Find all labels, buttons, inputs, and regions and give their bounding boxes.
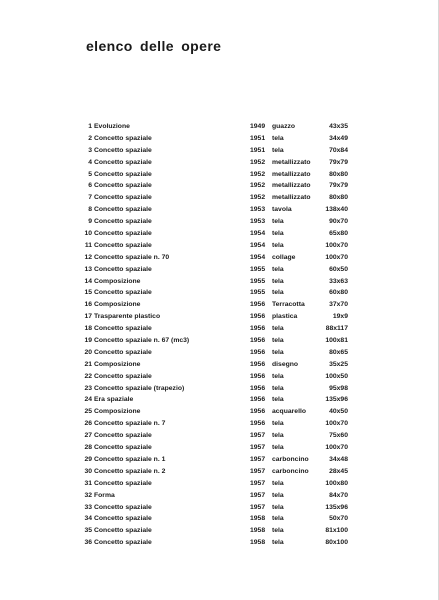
work-medium: Terracotta	[272, 301, 305, 309]
work-medium: acquarello	[272, 408, 306, 416]
work-medium: tela	[272, 265, 284, 273]
work-year: 1951	[250, 134, 266, 142]
work-title: Composizione	[94, 301, 141, 309]
list-item	[0, 240, 439, 252]
work-year: 1953	[250, 218, 266, 226]
work-medium: guazzo	[272, 123, 296, 130]
work-number: 26	[84, 420, 92, 428]
work-medium: tela	[272, 503, 284, 511]
work-medium: tela	[272, 372, 284, 380]
work-title: Forma	[94, 491, 115, 499]
work-medium: metallizzato	[272, 194, 311, 202]
work-number: 3	[88, 146, 92, 154]
work-title: Concetto spaziale	[94, 527, 152, 535]
list-item	[0, 442, 439, 454]
work-dimensions: 95x98	[329, 384, 348, 392]
list-item	[0, 121, 439, 133]
work-medium: tela	[272, 384, 284, 392]
work-year: 1956	[250, 337, 266, 345]
list-item	[0, 513, 439, 525]
list-item	[0, 525, 439, 537]
work-title: Concetto spaziale n. 7	[94, 420, 166, 428]
work-number: 36	[84, 539, 92, 547]
list-item	[0, 287, 439, 299]
work-dimensions: 19x9	[332, 313, 348, 321]
work-year: 1952	[250, 194, 266, 202]
work-dimensions: 70x84	[329, 146, 348, 154]
work-title: Concetto spaziale	[94, 158, 152, 166]
work-year: 1955	[250, 289, 266, 297]
work-dimensions: 100x70	[325, 444, 348, 452]
work-number: 35	[84, 527, 92, 535]
work-number: 14	[84, 277, 92, 285]
work-number: 11	[84, 241, 92, 249]
work-year: 1957	[250, 432, 266, 440]
work-title: Concetto spaziale	[94, 289, 152, 297]
list-item	[0, 133, 439, 145]
work-dimensions: 81x100	[325, 527, 348, 535]
list-item	[0, 169, 439, 181]
work-year: 1956	[250, 348, 266, 356]
work-medium: collage	[272, 253, 296, 261]
work-title: Concetto spaziale	[94, 479, 152, 487]
work-title: Concetto spaziale	[94, 170, 152, 178]
work-year: 1958	[250, 539, 266, 547]
work-year: 1957	[250, 444, 266, 452]
work-number: 4	[88, 158, 92, 166]
list-item	[0, 157, 439, 169]
work-number: 7	[88, 194, 92, 202]
list-item	[0, 335, 439, 347]
work-year: 1957	[250, 503, 266, 511]
work-title: Concetto spaziale	[94, 134, 152, 142]
work-medium: metallizzato	[272, 170, 311, 178]
work-dimensions: 80x100	[325, 539, 348, 547]
work-dimensions: 40x50	[329, 408, 348, 416]
work-title: Concetto spaziale	[94, 230, 152, 238]
list-item	[0, 299, 439, 311]
work-number: 15	[84, 289, 92, 297]
work-medium: tela	[272, 337, 284, 345]
work-dimensions: 75x60	[329, 432, 348, 440]
list-item	[0, 371, 439, 383]
work-title: Concetto spaziale n. 70	[94, 253, 170, 261]
work-number: 22	[84, 372, 92, 380]
list-item	[0, 454, 439, 466]
work-number: 21	[84, 360, 92, 368]
work-year: 1956	[250, 325, 266, 333]
list-item	[0, 192, 439, 204]
work-title: Concetto spaziale n. 1	[94, 455, 166, 463]
work-number: 29	[84, 455, 92, 463]
list-item	[0, 228, 439, 240]
work-title: Concetto spaziale n. 67 (mc3)	[94, 337, 190, 345]
work-dimensions: 43x35	[329, 123, 348, 130]
work-year: 1957	[250, 467, 266, 475]
work-medium: tela	[272, 146, 284, 154]
work-year: 1956	[250, 396, 266, 404]
list-item	[0, 311, 439, 323]
work-dimensions: 35x25	[329, 360, 348, 368]
work-medium: tela	[272, 134, 284, 142]
work-dimensions: 60x80	[329, 289, 348, 297]
work-title: Concetto spaziale (trapezio)	[94, 384, 185, 392]
work-dimensions: 100x81	[325, 337, 348, 345]
work-year: 1954	[250, 241, 266, 249]
list-item	[0, 252, 439, 264]
work-dimensions: 138x40	[325, 206, 348, 214]
work-medium: disegno	[272, 360, 299, 368]
work-dimensions: 100x80	[325, 479, 348, 487]
work-medium: tela	[272, 420, 284, 428]
work-number: 6	[88, 182, 92, 190]
work-medium: tela	[272, 491, 284, 499]
work-title: Concetto spaziale n. 2	[94, 467, 166, 475]
work-title: Evoluzione	[94, 123, 130, 130]
work-dimensions: 88x117	[325, 325, 348, 333]
work-dimensions: 80x80	[329, 170, 348, 178]
work-title: Concetto spaziale	[94, 241, 152, 249]
work-number: 17	[84, 313, 92, 321]
list-item	[0, 145, 439, 157]
list-item	[0, 537, 439, 549]
list-item	[0, 276, 439, 288]
work-title: Era spaziale	[94, 396, 134, 404]
work-title: Concetto spaziale	[94, 444, 152, 452]
work-year: 1951	[250, 146, 266, 154]
work-number: 24	[84, 396, 92, 404]
work-number: 1	[88, 123, 92, 130]
work-medium: tela	[272, 230, 284, 238]
list-item	[0, 406, 439, 418]
work-dimensions: 135x96	[325, 396, 348, 404]
page-title: elenco delle opere	[86, 38, 222, 54]
works-list	[0, 121, 439, 549]
work-dimensions: 34x49	[329, 134, 348, 142]
list-item	[0, 478, 439, 490]
work-medium: tela	[272, 218, 284, 226]
list-item	[0, 204, 439, 216]
work-title: Concetto spaziale	[94, 372, 152, 380]
work-dimensions: 135x96	[325, 503, 348, 511]
work-dimensions: 34x48	[329, 455, 348, 463]
work-year: 1956	[250, 301, 266, 309]
work-dimensions: 100x70	[325, 253, 348, 261]
work-dimensions: 100x70	[325, 420, 348, 428]
work-medium: tela	[272, 396, 284, 404]
work-title: Concetto spaziale	[94, 325, 152, 333]
list-item	[0, 418, 439, 430]
work-year: 1949	[250, 123, 266, 130]
work-year: 1952	[250, 170, 266, 178]
work-title: Concetto spaziale	[94, 218, 152, 226]
work-year: 1957	[250, 479, 266, 487]
work-number: 5	[88, 170, 92, 178]
work-title: Concetto spaziale	[94, 194, 152, 202]
work-year: 1958	[250, 527, 266, 535]
work-dimensions: 80x80	[329, 194, 348, 202]
work-dimensions: 33x63	[329, 277, 348, 285]
list-item	[0, 347, 439, 359]
work-dimensions: 37x70	[329, 301, 348, 309]
list-item	[0, 383, 439, 395]
work-dimensions: 79x79	[329, 182, 348, 190]
list-item	[0, 430, 439, 442]
work-year: 1955	[250, 265, 266, 273]
work-number: 30	[84, 467, 92, 475]
work-number: 8	[88, 206, 92, 214]
work-number: 23	[84, 384, 92, 392]
work-dimensions: 100x70	[325, 241, 348, 249]
work-medium: tela	[272, 515, 284, 523]
work-medium: tela	[272, 444, 284, 452]
work-title: Concetto spaziale	[94, 182, 152, 190]
work-title: Concetto spaziale	[94, 265, 152, 273]
list-item	[0, 180, 439, 192]
work-title: Concetto spaziale	[94, 539, 152, 547]
work-year: 1956	[250, 420, 266, 428]
work-number: 25	[84, 408, 92, 416]
work-dimensions: 60x50	[329, 265, 348, 273]
work-year: 1957	[250, 491, 266, 499]
work-medium: tela	[272, 348, 284, 356]
work-year: 1957	[250, 455, 266, 463]
work-medium: tela	[272, 479, 284, 487]
work-medium: tela	[272, 241, 284, 249]
work-dimensions: 28x45	[329, 467, 348, 475]
work-medium: carboncino	[272, 455, 309, 463]
work-medium: tela	[272, 432, 284, 440]
work-title: Concetto spaziale	[94, 146, 152, 154]
list-item	[0, 394, 439, 406]
work-year: 1954	[250, 230, 266, 238]
work-dimensions: 84x70	[329, 491, 348, 499]
work-medium: carboncino	[272, 467, 309, 475]
work-medium: tela	[272, 325, 284, 333]
work-medium: tela	[272, 539, 284, 547]
work-dimensions: 80x65	[329, 348, 348, 356]
work-dimensions: 100x50	[325, 372, 348, 380]
work-dimensions: 79x79	[329, 158, 348, 166]
work-number: 32	[84, 491, 92, 499]
work-year: 1952	[250, 158, 266, 166]
work-medium: tavola	[272, 206, 292, 214]
work-year: 1952	[250, 182, 266, 190]
work-number: 20	[84, 348, 92, 356]
work-year: 1956	[250, 408, 266, 416]
list-item	[0, 216, 439, 228]
work-year: 1958	[250, 515, 266, 523]
work-number: 16	[84, 301, 92, 309]
work-title: Composizione	[94, 277, 141, 285]
list-item	[0, 490, 439, 502]
work-year: 1956	[250, 313, 266, 321]
work-medium: tela	[272, 289, 284, 297]
work-dimensions: 90x70	[329, 218, 348, 226]
work-number: 31	[84, 479, 92, 487]
work-dimensions: 50x70	[329, 515, 348, 523]
work-number: 9	[88, 218, 92, 226]
list-item	[0, 359, 439, 371]
work-number: 13	[84, 265, 92, 273]
work-medium: metallizzato	[272, 158, 311, 166]
work-title: Concetto spaziale	[94, 503, 152, 511]
work-title: Composizione	[94, 408, 141, 416]
work-number: 18	[84, 325, 92, 333]
work-dimensions: 65x80	[329, 230, 348, 238]
work-number: 12	[84, 253, 92, 261]
work-number: 10	[84, 230, 92, 238]
list-item	[0, 264, 439, 276]
work-title: Trasparente plastico	[94, 313, 161, 321]
work-title: Concetto spaziale	[94, 206, 152, 214]
work-year: 1953	[250, 206, 266, 214]
work-year: 1956	[250, 360, 266, 368]
list-item	[0, 502, 439, 514]
work-number: 33	[84, 503, 92, 511]
list-item	[0, 323, 439, 335]
work-year: 1956	[250, 384, 266, 392]
work-number: 28	[84, 444, 92, 452]
list-item	[0, 466, 439, 478]
work-number: 2	[88, 134, 92, 142]
work-title: Concetto spaziale	[94, 432, 152, 440]
work-title: Concetto spaziale	[94, 348, 152, 356]
work-title: Composizione	[94, 360, 141, 368]
work-title: Concetto spaziale	[94, 515, 152, 523]
work-number: 34	[84, 515, 92, 523]
work-medium: plastica	[272, 313, 298, 321]
work-medium: metallizzato	[272, 182, 311, 190]
work-year: 1954	[250, 253, 266, 261]
work-number: 19	[84, 337, 92, 345]
work-medium: tela	[272, 527, 284, 535]
work-number: 27	[84, 432, 92, 440]
work-medium: tela	[272, 277, 284, 285]
work-year: 1955	[250, 277, 266, 285]
work-year: 1956	[250, 372, 266, 380]
